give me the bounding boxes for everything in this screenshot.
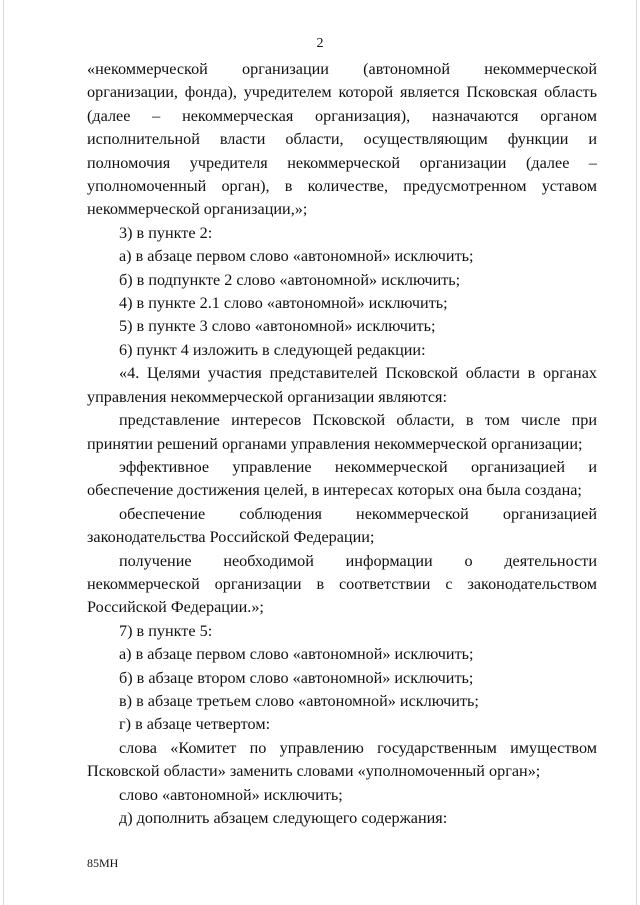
paragraph-item-7b: б) в абзаце втором слово «автономной» исключить; <box>119 668 474 687</box>
paragraph-item-6: 6) пункт 4 изложить в следующей редакции: <box>119 340 426 359</box>
paragraph-item-7a: а) в абзаце первом слово «автономной» исключить; <box>119 645 474 664</box>
paragraph-goal-information: получение необходимой информации о деятельности некоммерческой организации в соответствии с законодательством Российской Федерации.»; <box>87 551 597 617</box>
paragraph-item-7g: г) в абзаце четвертом: <box>119 715 271 734</box>
paragraph-item-7d: д) дополнить абзацем следующего содержания: <box>119 809 448 827</box>
paragraph-clause-4-intro: «4. Целями участия представителей Псковской области в органах управления некоммерческой организации являются: <box>87 364 597 406</box>
scan-edge-right <box>636 0 637 905</box>
paragraph-item-3a: а) в абзаце первом слово «автономной» исключить; <box>119 247 474 266</box>
paragraph-item-4: 4) в пункте 2.1 слово «автономной» исключить; <box>119 294 448 313</box>
document-body <box>87 58 597 830</box>
paragraph-quoted-continuation: «некоммерческой организации (автономной некоммерческой организации, фонда), учредителем которой является Псковская область (далее – некоммерческая организация), назначаются органом исполнительной власти области, осуществляющим функции и полномочия учредителя некоммерческой организации (далее – уполномоченный орган), в количестве, предусмотренном уставом некоммерческой организации,»; <box>87 60 597 219</box>
paragraph-item-5: 5) в пункте 3 слово «автономной» исключить; <box>119 317 436 336</box>
paragraph-goal-management: эффективное управление некоммерческой организацией и обеспечение достижения целей, в интересах которых она была создана; <box>87 457 597 500</box>
scan-edge-left <box>3 0 4 905</box>
paragraph-item-3: 3) в пункте 2: <box>119 223 213 242</box>
paragraph-item-7: 7) в пункте 5: <box>119 621 213 640</box>
document-footer-code: 85МН <box>87 856 119 870</box>
paragraph-item-7v: в) в абзаце третьем слово «автономной» исключить; <box>119 691 479 710</box>
paragraph-item-7g-words: слова «Комитет по управлению государственным имуществом Псковской области» заменить словами «уполномоченный орган»; <box>87 738 597 781</box>
paragraph-item-7g-word: слово «автономной» исключить; <box>119 785 343 804</box>
paragraph-item-3b: б) в подпункте 2 слово «автономной» исключить; <box>119 270 461 289</box>
paragraph-goal-representation: представление интересов Псковской области, в том числе при принятии решений органами управления некоммерческой организации; <box>87 411 597 453</box>
page-number: 2 <box>316 36 324 51</box>
paragraph-goal-compliance: обеспечение соблюдения некоммерческой организацией законодательства Российской Федерации; <box>87 504 597 547</box>
